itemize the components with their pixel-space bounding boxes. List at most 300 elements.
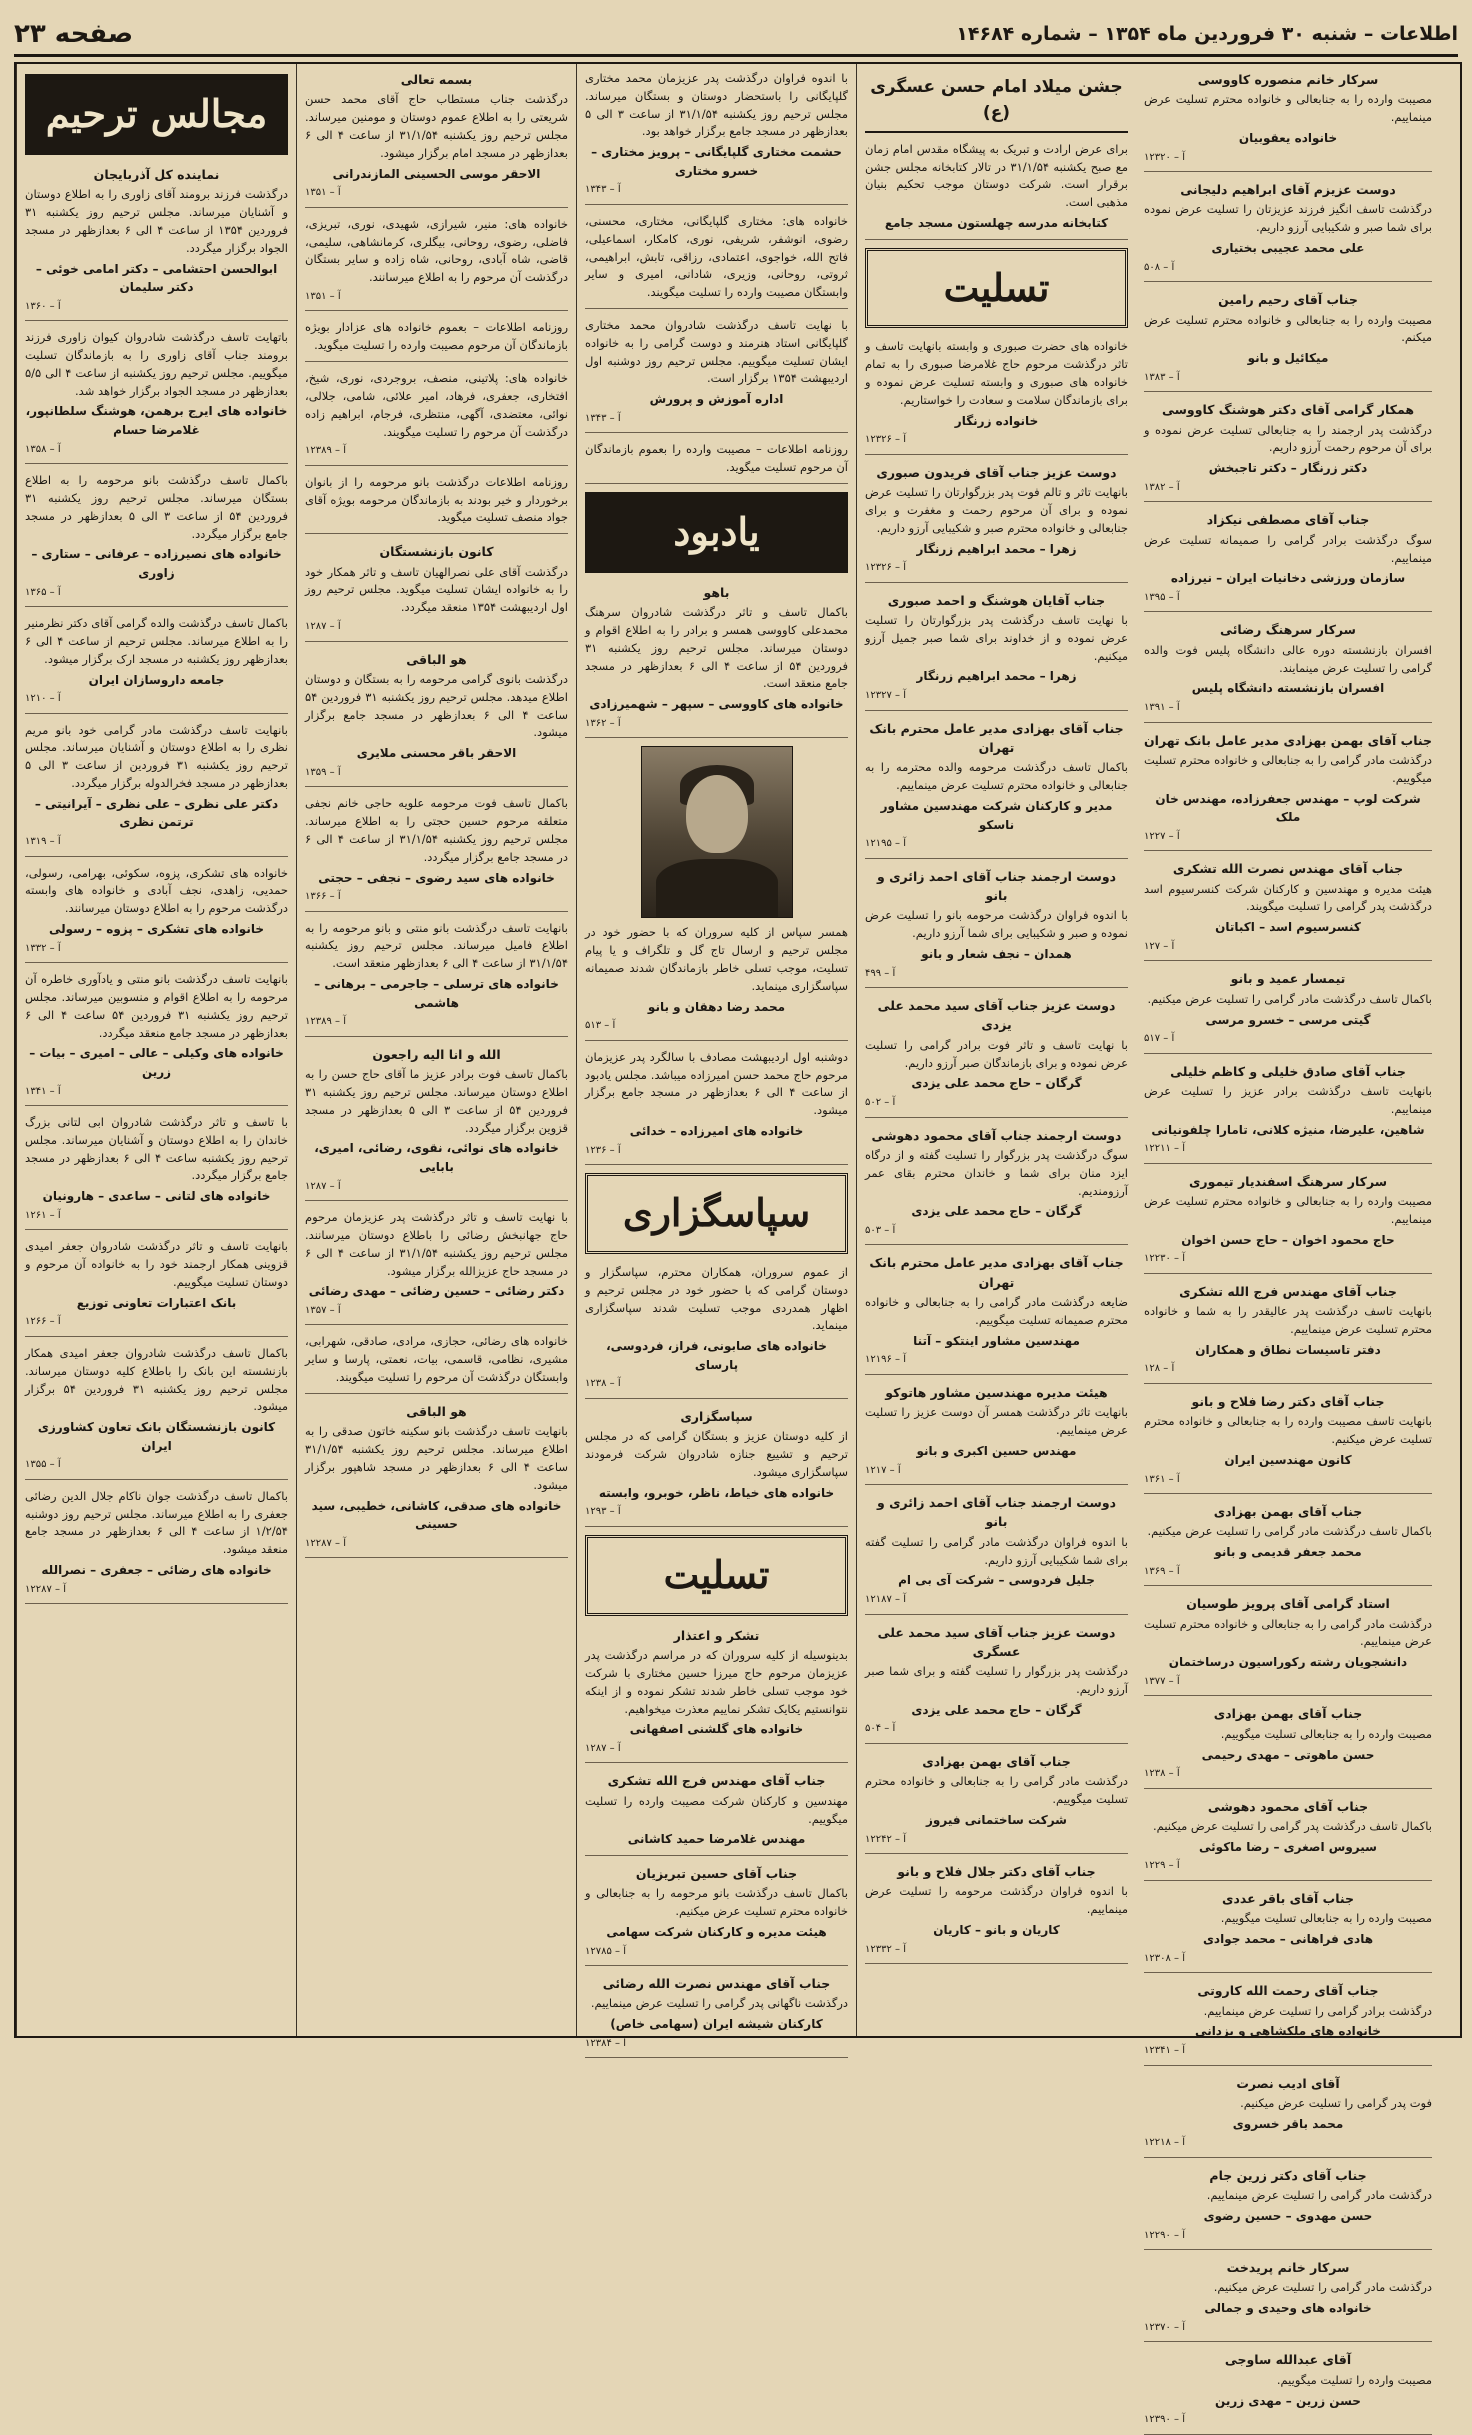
notice-body: درگذشت آقای علی نصرالهیان تاسف و تاثر همکار خود را به خانواده ایشان تسلیت میگوید. مجلس ترحیم روز اول اردیبهشت ۱۳۵۴ منعقد میگردد. [305, 564, 568, 615]
notice-signature: مدیر و کارکنان شرکت مهندسین مشاور ناسکو [880, 798, 1113, 832]
notice [1144, 180, 1432, 282]
notice-body: بانهایت تاسف درگذشت مادر گرامی خود بانو مریم نظری را به اطلاع دوستان و آشنایان میرساند. مجلس ترحیم روز یکشنبه ۳۱ فروردین از ساعت ۳ الی ۵ بعدازظهر در مسجد فخرالدوله برگزار میگردد. [25, 722, 288, 791]
notice [1144, 2074, 1432, 2158]
notice-body: باکمال تاسف درگذشت شادروان جعفر امیدی همکار بازنشسته این بانک را باطلاع کلیه دوستان میرساند. مجلس ترحیم روز یکشنبه ۳۱ فروردین ۵۴ برگزار میشود. [25, 1345, 289, 1414]
notice-title: جناب آقای بهمن بهزادی [1213, 1706, 1363, 1722]
notice-code: آ – ۱۲۱۸۷ [865, 1594, 906, 1606]
notice-code: آ – ۱۲۶۱ [25, 1209, 61, 1221]
jashn-notice [865, 141, 1128, 240]
notice-title: باهو [703, 584, 730, 600]
notice [1144, 1594, 1432, 1696]
notice [865, 719, 1128, 859]
notice [305, 1333, 568, 1393]
notice-code: آ – ۵۱۳ [585, 1020, 616, 1032]
banner-majales-tarhim: مجالس ترحیم [25, 74, 288, 155]
notice-signature: میکائیل و بانو [1247, 351, 1329, 366]
notice [305, 542, 568, 641]
notice-body: با نهایت تاسف و تاثر درگذشت پدر عزیزمان مرحوم حاج جهانبخش رضائی را باطلاع دوستان میرسانند. مجلس ترحیم روز یکشنبه ۳۱/۱/۵۴ از ساعت ۴ الی ۶ در مسجد حاج عزیزالله برگزار میشود. [305, 1210, 568, 1278]
notice [585, 213, 848, 309]
notice [585, 1049, 848, 1165]
notice-body: با نهایت تاسف درگذشت پدر بزرگوارتان را تسلیت عرض نموده و از خداوند برای شما صبر جمیل آرزو میکنیم. [865, 613, 1128, 663]
notice [1144, 731, 1432, 852]
notice [305, 1209, 568, 1325]
notice-body: خانواده های رضائی، حجازی، مرادی، صادقی، شهرابی، مشیری، نظامی، قاسمی، بیات، نعمتی، پارسا و سایر وابستگان درگذشت آن مرحوم را تسلیت میگویند. [305, 1334, 568, 1385]
notice-code: آ – ۱۲۹۳ [585, 1506, 621, 1518]
notice-code: آ – ۱۲۳۸۹ [305, 445, 346, 457]
notice-signature: شرکت لوپ – مهندس جعفرزاده، مهندس خان ملک [1155, 791, 1421, 825]
notice-signature: حسن ماهوتی – مهدی رحیمی [1201, 1747, 1375, 1762]
notice-signature: الاحقر موسی الحسینی المازندرانی [332, 166, 541, 181]
notice-body: درگذشت تاسف انگیز فرزند عزیزتان را تسلیت عرض نموده برای شما صبر و شکیبایی آرزو داریم. [1144, 202, 1432, 235]
notice-code: آ – ۱۲۳۰۸ [1144, 1952, 1185, 1964]
notice-body: روزنامه اطلاعات درگذشت بانو مرحومه را از بانوان برخوردار و خیر بودند به بازماندگان مرحومه بویژه آقای جواد منصف تسلیت میگوید. [305, 474, 568, 525]
notice-body: باکمال تاسف درگذشت مادر گرامی را تسلیت عرض میکنیم. [1147, 1524, 1432, 1539]
notice-body: باکمال تاسف درگذشت پدر گرامی را تسلیت عرض میکنیم. [1153, 1819, 1432, 1834]
notice-code: آ – ۱۲۲۸۷ [305, 1537, 346, 1549]
notice [585, 1974, 848, 2058]
notice-title: جناب آقای دکتر رضا فلاح و بانو [1191, 1393, 1385, 1409]
notice-code: آ – ۱۳۶۹ [1144, 1565, 1180, 1577]
notice-title: جناب آقای بهمن بهزادی [922, 1753, 1071, 1769]
notice-signature: حشمت مختاری گلپایگانی – پرویز مختاری – خسرو مختاری [591, 145, 842, 178]
notice-body: بانهایت تاسف درگذشت بانو منتی و یادآوری خاطره آن مرحومه را به اطلاع اقوام و منسوبین میرساند. مجلس ترحیم روز یکشنبه ۳۱ فروردین ۵۴ ساعت ۴ الی ۶ بعدازظهر در مسجد جامع منعقد میگردد. [25, 972, 288, 1040]
notice-title: کانون بازنشستگان [379, 544, 494, 560]
column-5 [1136, 64, 1440, 2426]
notice [1144, 1981, 1432, 2065]
notice-title: جناب آقای محمود دهوشی [1207, 1798, 1369, 1814]
notice-body: روزنامه اطلاعات – بعموم خانواده های عزادار بویژه بازماندگان آن مرحوم مصیبت وارده را تسلیت میگوید. [305, 320, 568, 353]
portrait-photo [641, 746, 793, 918]
notice-body: درگذشت برادر گرامی را تسلیت عرض مینماییم. [1203, 2003, 1432, 2018]
notice-signature: حاج محمود اخوان – حاج حسن اخوان [1181, 1232, 1395, 1247]
notice-body: از کلیه دوستان عزیز و بستگان گرامی که در مجلس ترحیم و تشییع جنازه شادروان شرکت فرمودند سپاسگزاری میشود. [585, 1429, 848, 1479]
notice-body: درگذشت فرزند برومند آقای زاوری را به اطلاع دوستان و آشنایان میرساند. مجلس ترحیم روز یکشنبه ۳۱ فروردین ۱۳۵۴ از ساعت ۴ الی ۶ بعدازظهر در مسجد الجواد برگزار میگردد. [25, 187, 288, 255]
notice-signature: خانواده های تشکری – پزوه – رسولی [49, 921, 264, 936]
portrait-face [686, 775, 748, 853]
column-4 [856, 64, 1136, 2036]
notice-signature: مهندس حسین اکبری و بانو [916, 1443, 1077, 1458]
notice-title: بسمه تعالی [400, 72, 473, 87]
notice-signature: خانواده های نصیرزاده – عرفانی – ستاری – زاوری [31, 547, 282, 580]
notice-signature: دکتر زرنگار – دکتر تاجبخش [1208, 461, 1368, 476]
notice-signature: دفتر تاسیسات نطاق و همکاران [1195, 1342, 1381, 1357]
notice-code: آ – ۱۳۴۱ [25, 1085, 61, 1097]
notice-title: جناب آقای بهزادی مدیر عامل محترم بانک تهران [869, 1255, 1124, 1290]
notice-title: جناب آقای مهندس فرج الله تشکری [1179, 1283, 1397, 1299]
notice [1144, 1889, 1432, 1973]
notice-signature: خانواده های گلشنی اصفهانی [629, 1722, 804, 1737]
notice-signature: الاحقر باقر محسنی ملایری [356, 746, 517, 761]
notice [1144, 400, 1432, 502]
notice-title: الله و انا الیه راجعون [372, 1046, 501, 1062]
notice-code: آ – ۱۲۲۱۸ [1144, 2137, 1185, 2149]
newspaper-columns [14, 62, 1462, 2426]
notice [25, 865, 288, 964]
notice-code: آ – ۱۲۳۹۰ [1144, 2414, 1185, 2426]
notice-code: آ – ۴۹۹ [865, 967, 896, 979]
notice-title: دوست ارجمند جناب آقای احمد زائری و بانو [876, 1495, 1117, 1530]
notice [305, 650, 568, 788]
notice [1144, 620, 1432, 722]
notice-code: آ – ۱۳۵۱ [305, 290, 341, 302]
notice-code: آ – ۱۳۶۶ [305, 891, 341, 903]
notice [305, 795, 568, 911]
notice-title: جناب آقای مهندس نصرت الله تشکری [1172, 861, 1404, 877]
notice-body: باکمال تاسف درگذشت جوان ناکام جلال الدین رضائی جعفری را به اطلاع میرساند. مجلس ترحیم روز دوشنبه ۱/۲/۵۴ از ساعت ۴ الی ۶ بعدازظهر در مسجد جامع منعقد میشود. [25, 1488, 288, 1557]
notice [1144, 969, 1432, 1053]
notice [585, 924, 848, 1040]
notice-title: سرکار سرهنگ اسفندیار تیموری [1188, 1173, 1388, 1189]
portrait-suit [656, 859, 778, 917]
notice-body: بدینوسیله از کلیه سروران که در مراسم درگذشت پدر عزیزمان مرحوم حاج میرزا حسین مختاری با شرکت خود موجب تسلی خاطر شدند تشکر نموده و از اینکه نتوانستیم یکایک تشکر نماییم معذرت میخواهیم. [585, 1648, 848, 1716]
notice [1144, 1704, 1432, 1788]
notice-signature: کانون بازنشستگان بانک تعاون کشاورزی ایران [37, 1420, 276, 1453]
notice [585, 583, 848, 739]
notice-title: هو الباقی [406, 651, 467, 667]
notice [1144, 1062, 1432, 1164]
notice [1144, 290, 1432, 392]
notice-body: باکمال تاسف درگذشت بانو مرحومه را به اطلاع بستگان میرساند. مجلس ترحیم روز یکشنبه ۳۱ فروردین ۵۴ از ساعت ۳ الی ۵ بعدازظهر در مسجد جامع برگزار میگردد. [25, 473, 288, 541]
notice-body: درگذشت مادر گرامی را تسلیت عرض میکنیم. [1213, 2280, 1432, 2295]
notice [865, 1623, 1128, 1744]
notice-title: هو الباقی [406, 1403, 467, 1419]
notice-code: آ – ۱۲۷ [1144, 940, 1175, 952]
notice [25, 165, 288, 321]
notice-title: جناب آقای بهمن بهزادی مدیر عامل بانک تهران [1143, 732, 1432, 748]
notice-title: جناب آقای مصطفی نیکزاد [1206, 512, 1370, 528]
notice [585, 70, 848, 205]
notice-code: آ – ۱۳۹۵ [1144, 591, 1180, 603]
notice [1144, 70, 1432, 172]
notice [865, 591, 1128, 711]
notice-body: باکمال تاسف درگذشت بانو مرحومه را به جنابعالی و خانواده محترم تسلیت عرض میکنیم. [585, 1886, 848, 1919]
notice-body: خانواده های تشکری، پزوه، سکوئی، بهرامی، رسولی، حمدیی، زاهدی، نجف آبادی و خانواده های وابسته درگذشت مرحوم را به اطلاع دوستان میرسانند. [25, 865, 288, 916]
notice-title: آقای ادیب نصرت [1236, 2075, 1340, 2091]
column-1 [16, 64, 296, 2036]
notice [865, 1752, 1128, 1854]
banner-tasliat-1: تسلیت [865, 248, 1128, 329]
notice-body: باکمال تاسف فوت مرحومه علویه حاجی خانم نجفی متعلقه مرحوم حسین حجتی را به اطلاع میرساند. مجلس ترحیم روز یکشنبه ۳۱/۱/۵۴ از ساعت ۴ الی ۶ در مسجد جامع برگزار میگردد. [305, 796, 568, 864]
notice-signature: جلیل فردوسی – شرکت آی بی ام [898, 1573, 1095, 1588]
notice-signature: خانواده های کاووسی – سپهر – شهمیرزادی [589, 697, 844, 712]
notice-signature: دکتر علی نظری – علی نظری – آیرانیتی – ترتمن نظری [34, 796, 279, 830]
notice-body: از عموم سروران، همکاران محترم، سپاسگزار و دوستان گرامی که با حضور خود در مجلس ترحیم و اظهار همدردی موجب تسلیت شدند سپاسگزاری مینماید. [585, 1264, 848, 1333]
notice-signature: خانواده های صابونی، فراز، فردوسی، پارسای [606, 1339, 827, 1372]
notice-title: دوست عزیزم آقای ابراهیم دلیجانی [1180, 182, 1396, 198]
notice-signature: زهرا – محمد ابراهیم زرنگار [916, 669, 1077, 684]
notice-title: همکار گرامی آقای دکتر هوشنگ کاووسی [1161, 402, 1414, 418]
notice-title: جناب آقای بهمن بهزادی [1213, 1504, 1363, 1519]
notice-signature: همدان – نجف شعار و بانو [921, 947, 1072, 962]
notice-signature: خانواده های امیرزاده – خدائی [629, 1123, 804, 1138]
notice-code: آ – ۱۳۵۱ [305, 187, 341, 199]
notice-signature: کنسرسیوم اسد – اکباتان [1215, 920, 1361, 935]
notice [305, 1045, 568, 1201]
notice-code: آ – ۱۲۲۹۰ [1144, 2229, 1185, 2241]
notice [1144, 1172, 1432, 1274]
notice-body: خانواده های: پلاتینی، منصف، بروجردی، نوری، شیخ، افتخاری، جعفری، فرهاد، امیر علائی، شامی، جلالی، نوائی، معتضدی، آگهی، منتظری، فرجام، ابراهیم زاده درگذشت آن مرحوم را تسلیت میگویند. [305, 371, 568, 439]
notice [585, 317, 848, 433]
notice [25, 472, 288, 607]
notice-code: آ – ۱۲۸۷ [585, 1742, 621, 1754]
notice-body: بانهایت تاسف درگذشت بانو منتی و بانو مرحومه را به اطلاع فامیل میرساند. مجلس ترحیم روز یکشنبه ۳۱/۱/۵۴ از ساعت ۴ الی ۶ بعدازظهر منعقد است. [305, 920, 568, 971]
banner-sepasgozari: سپاسگزاری [585, 1173, 848, 1254]
notice-signature: محمد جعفر قدیمی و بانو [1214, 1545, 1362, 1560]
notice-body: خانواده های: منیر، شیرازی، شهیدی، نوری، تبریزی، فاضلی، رضوی، روحانی، بیگلری، کرمانشاهی، سلیمی، قاضی، شاه آبادی، روحانی، شاه زاده و سایر بستگان درگذشت آن مرحوم را به اطلاع میرسانند. [305, 216, 568, 285]
notice-body: درگذشت پدر بزرگوار را تسلیت گفته و برای شما صبر آرزو داریم. [865, 1664, 1128, 1697]
notice-code: آ – ۵۰۳ [865, 1224, 896, 1236]
notice-signature: شاهین، علیرضا، منیژه کلانی، تامارا چلفونیانی [1151, 1122, 1425, 1137]
notice-body: درگذشت ناگهانی پدر گرامی را تسلیت عرض مینماییم. [590, 1996, 848, 2011]
notice [585, 441, 848, 484]
notice-title: سرکار سرهنگ رضائی [1220, 622, 1356, 638]
notice-code: آ – ۱۳۳۲ [25, 942, 61, 954]
notice-signature: خانواده های ترسلی – جاجرمی – برهانی – هاشمی [314, 977, 559, 1010]
notice-signature: سیروس اصغری – رضا ماکوئی [1199, 1839, 1377, 1854]
notice-body: با اندوه فراوان درگذشت پدر عزیزمان محمد مختاری گلپایگانی را باستحضار دوستان و بستگان میرساند. مجلس ترحیم روز یکشنبه ۳۱/۱/۵۴ از ساعت ۳ الی ۵ بعدازظهر در مسجد جامع برگزار خواهد بود. [585, 71, 848, 139]
notice-body: مصیبت وارده را به جنابعالی تسلیت میگوییم. [1220, 1726, 1432, 1741]
notice-signature: کاریان و بانو – کاریان [933, 1923, 1060, 1938]
notice-signature: محمد باقر خسروی [1232, 2116, 1344, 2131]
notice-signature: کانون مهندسین ایران [1224, 1452, 1352, 1467]
notice-title: جناب آقای حسین تبریزیان [635, 1866, 798, 1882]
notice-signature: خانواده یعقوبیان [1238, 131, 1338, 145]
notice-body: بانهایت تاسف مصیبت وارده را به جنابعالی و خانواده محترم تسلیت عرض میکنیم. [1144, 1414, 1432, 1447]
notice-body: باکمال تاسف فوت برادر عزیز ما آقای حاج حسن را به اطلاع دوستان میرساند. مجلس ترحیم روز یکشنبه ۳۱ فروردین ۵۴ از ساعت ۳ الی ۵ بعدازظهر در مسجد قزوین برگزار میگردد. [305, 1067, 568, 1135]
notice-title: سرکار خانم پریدخت [1226, 2260, 1350, 2276]
notice-body: با اندوه فراوان درگذشت مرحومه بانو را تسلیت عرض نموده و صبر و شکیبایی برای شما آرزو داریم. [865, 908, 1128, 941]
banner-tasliat-2: تسلیت [585, 1535, 848, 1616]
notice-body: سوگ درگذشت پدر بزرگوار را تسلیت گفته و از درگاه ایزد منان برای شما و خاندان محترم بقای عمر آرزومندیم. [865, 1147, 1128, 1198]
notice-body: با اندوه فراوان درگذشت مادر گرامی را تسلیت گفته برای شما شکیبایی آرزو داریم. [865, 1534, 1128, 1567]
notice [1144, 859, 1432, 961]
notice [585, 1407, 848, 1527]
page-number: صفحه ۲۳ [14, 19, 134, 49]
notice-code: آ – ۱۲۳۷۰ [1144, 2321, 1185, 2333]
notice-code: آ – ۱۲۸۷ [305, 1180, 341, 1192]
notice-code: آ – ۱۳۴۳ [585, 412, 621, 424]
notice-body: باتهایت تاسف درگذشت شادروان کیوان زاوری فرزند برومند جناب آقای زاوری را به بازماندگان تسلیت میگوییم. مجلس ترحیم روز یکشنبه از ساعت ۴ الی ۵/۵ بعدازظهر در مسجد الجواد برگزار خواهد شد. [25, 330, 288, 398]
notice-code: آ – ۱۲۳۲۰ [1144, 151, 1185, 163]
notice-body: با اندوه فراوان درگذشت مرحومه را تسلیت عرض مینماییم. [865, 1884, 1128, 1917]
jashn-heading: جشن میلاد امام حسن عسگری (ع) [865, 74, 1128, 133]
notice-body: مهندسین و کارکنان شرکت مصیبت وارده را تسلیت میگوییم. [585, 1793, 848, 1826]
notice-code: آ – ۱۳۴۳ [585, 184, 621, 196]
notice-signature: بانک اعتبارات تعاونی توزیع [76, 1295, 237, 1310]
notice-body: مصیبت وارده را به جنابعالی و خانواده محترم تسلیت عرض مینماییم. [1144, 92, 1432, 125]
notice-code: آ – ۱۲۳۸۹ [305, 1016, 346, 1028]
notice-title: جناب آقای رحمت الله کاروتی [1197, 1983, 1379, 1999]
notice-title: جناب آقای باقر عددی [1221, 1890, 1355, 1906]
notice [865, 867, 1128, 988]
notice-code: آ – ۱۲۳۲۷ [865, 690, 906, 702]
notice-code: آ – ۵۱۷ [1144, 1033, 1175, 1045]
notice-body: باکمال تاسف درگذشت والده گرامی آقای دکتر نظرمنیر را به اطلاع میرساند. مجلس ترحیم از ساعت ۴ الی ۶ بعدازظهر روز یکشنبه در مسجد ارک برگزار میشود. [25, 616, 288, 666]
notice [1144, 2258, 1432, 2342]
notice-body: دوشنبه اول اردیبهشت مصادف با سالگرد پدر عزیزمان مرحوم حاج محمد حسن امیرزاده میباشد. مجلس یادبود از ساعت ۴ الی ۶ بعدازظهر در مسجد جامع برگزار میشود. [585, 1049, 848, 1118]
notice-code: آ – ۵۰۴ [865, 1723, 896, 1735]
notice-title: سپاسگزاری [680, 1408, 753, 1424]
notice-signature: علی محمد عجیبی بختیاری [1211, 241, 1365, 256]
notice-code: آ – ۱۲۸ [1144, 1363, 1175, 1375]
notice-title: هیئت مدیره مهندسین مشاور هاتوکو [885, 1384, 1108, 1400]
notice-signature: خانواده های رضائی – جعفری – نصرالله [41, 1563, 272, 1578]
notice [1144, 1502, 1432, 1586]
notice-body: مصیبت وارده را تسلیت میگوییم. [1276, 2372, 1432, 2387]
notice-body: بانهایت تاسف درگذشت پدر عالیقدر را به شما و خانواده محترم تسلیت عرض مینماییم. [1144, 1304, 1432, 1336]
notice [25, 329, 288, 464]
notice-code: آ – ۱۲۶۶ [25, 1316, 61, 1328]
notice-signature: دکتر رضائی – حسین رضائی – مهدی رضائی [308, 1284, 565, 1299]
notice-signature: خانواده های نوائی، نقوی، رضائی، امیری، بابایی [314, 1141, 559, 1174]
notice-body: با نهایت تاسف و تاثر فوت برادر گرامی را تسلیت عرض نموده و برای بازماندگان صبر آرزو داریم. [865, 1037, 1128, 1070]
notice-body: با تاسف و تاثر درگذشت شادروان ابی لتانی بزرگ خاندان را به اطلاع دوستان و آشنایان میرساند. مجلس ترحیم روز یکشنبه ساعت ۴ الی ۶ بعدازظهر در مسجد جامع برگزار میگردد. [25, 1115, 288, 1183]
notice-signature: شرکت ساختمانی فیروز [926, 1812, 1067, 1827]
notice-body: باکمال تاسف درگذشت مرحومه والده محترمه را به جنابعالی و خانواده محترم تسلیت عرض مینماییم. [865, 760, 1128, 793]
notice-title: جناب آقای رحیم رامین [1218, 292, 1358, 308]
notice-code: آ – ۱۲۳۶ [585, 1144, 621, 1156]
notice-code: آ – ۱۳۱۹ [25, 836, 61, 848]
notice-title: جناب آقای دکتر زرین جام [1209, 2167, 1367, 2183]
notice [865, 1253, 1128, 1374]
notice-body: بانهایت تاسف و تاثر درگذشت شادروان جعفر امیدی قزوینی همکار ارجمند خود را به خانواده آن مرحوم و دوستان تسلیت میگوییم. [25, 1239, 288, 1289]
notice-signature: کارکنان شیشه ایران (سهامی خاص) [610, 2017, 823, 2032]
notice-body: خانواده های: مختاری گلپایگانی، مختاری، محسنی، رضوی، انوشفر، شریفی، نوری، کامکار، اسماعیلی، فاتح الله، خواجوی، اعتمادی، رزاقی، تابش، ابراهیمی، ثروتی، روحانی، وزیری، شادانی، امیری و سایر وابستگان مصیبت وارده را تسلیت میگویند. [585, 213, 848, 300]
notice-title: جناب آقای مهندس نصرت الله رضائی [602, 1976, 831, 1992]
notice-body: با نهایت تاسف درگذشت شادروان محمد مختاری گلپایگانی استاد هنرمند و دوست گرامی را به خانواده ایشان تسلیت میگوییم. مجلس ترحیم روز دوشنبه اول اردیبهشت ۱۳۵۴ برگزار است. [585, 318, 848, 386]
notice-signature: اداره آموزش و پرورش [649, 392, 784, 407]
notice-code: آ – ۱۳۷۷ [1144, 1675, 1180, 1687]
notice-code: آ – ۱۲۸۷ [305, 621, 341, 633]
notice [1144, 2350, 1432, 2434]
notice-signature: گرگان – حاج محمد علی یزدی [911, 1702, 1082, 1717]
notice-code: آ – ۱۲۲۸۷ [25, 1583, 66, 1595]
notice-title: دوست ارجمند جناب آقای احمد زائری و بانو [876, 868, 1117, 904]
notice-signature: خانواده های ایرج برهمن، هوشنگ سلطانپور، غلامرضا حسام [25, 404, 288, 438]
notice [865, 463, 1128, 583]
notice-code: آ – ۱۲۱۰ [25, 693, 61, 705]
notice-title: جناب آقایان هوشنگ و احمد صبوری [887, 592, 1106, 608]
notice-signature: هادی فراهانی – محمد جوادی [1202, 1932, 1374, 1947]
notice [1144, 1392, 1432, 1494]
notice-code: آ – ۱۳۶۰ [25, 300, 61, 312]
notice [865, 1126, 1128, 1246]
notice-code: آ – ۱۳۵۷ [305, 1304, 341, 1316]
notice-code: آ – ۱۳۹۱ [1144, 702, 1180, 714]
notice-body: بانهایت تاسف درگذشت بانو سکینه خاتون صدقی را به اطلاع میرساند. مجلس ترحیم روز یکشنبه ۳۱/۱/۵۴ ساعت ۴ الی ۶ بعدازظهر در مسجد شاهپور برگزار میشود. [305, 1424, 568, 1492]
notice-signature: خانواده های وحیدی و جمالی [1204, 2301, 1372, 2316]
notice-title: دوست ارجمند جناب آقای محمود دهوشی [871, 1127, 1122, 1143]
notice-body: درگذشت پدر ارجمند را به جنابعالی تسلیت عرض نموده و برای آن مرحوم رحمت آرزو داریم. [1144, 422, 1432, 455]
notice-signature: افسران بازنشسته دانشگاه پلیس [1191, 681, 1385, 696]
notice-code: آ – ۱۳۶۱ [1144, 1473, 1180, 1485]
notice [25, 615, 288, 714]
notice-code: آ – ۱۲۳۸۴ [585, 2037, 626, 2049]
notice-code: آ – ۱۲۱۹۶ [865, 1354, 906, 1366]
notice-signature: حسن مهدوی – حسین رضوی [1203, 2208, 1373, 2223]
notice-title: جناب آقای بهزادی مدیر عامل محترم بانک تهران [869, 720, 1124, 755]
notice-code: آ – ۱۲۳۸ [585, 1378, 621, 1390]
notice-title: استاد گرامی آقای پرویز طوسیان [1186, 1596, 1390, 1612]
notice-body: مصیبت وارده را به جنابعالی و خانواده محترم تسلیت عرض میکنم. [1144, 312, 1432, 345]
notice-body: درگذشت بانوی گرامی مرحومه را به بستگان و دوستان اطلاع میدهد. مجلس ترحیم روز یکشنبه ۳۱ فروردین ۵۴ ساعت ۴ الی ۶ بعدازظهر در مسجد جامع برگزار میشود. [305, 671, 568, 740]
notice-body: مصیبت وارده را به جنابعالی و خانواده محترم تسلیت عرض مینماییم. [1144, 1194, 1432, 1226]
notice-body: درگذشت جناب مستطاب حاج آقای محمد حسن شریعتی را به اطلاع عموم دوستان و مومنین میرساند. مجلس ترحیم روز یکشنبه ۳۱/۱/۵۴ از ساعت ۴ الی ۶ بعدازظهر در مسجد امام برگزار میشود. [305, 92, 568, 160]
notice-body: سوگ درگذشت برادر گرامی را صمیمانه تسلیت عرض مینماییم. [1144, 532, 1432, 565]
notice [25, 1238, 288, 1337]
notice-signature: گیتی مرسی – خسرو مرسی [1205, 1012, 1371, 1027]
notice-signature: خانواده های خیاط، ناظر، خوبرو، وابسته [598, 1485, 835, 1500]
notice-signature: زهرا – محمد ابراهیم زرنگار [916, 541, 1077, 556]
notice-signature: خانواده های سید رضوی – نجفی – حجتی [318, 870, 555, 885]
notice-body: خانواده های حضرت صبوری و وابسته بانهایت تاسف و تاثر درگذشت مرحوم حاج غلامرضا صبوری را به تمام خانواده های صبوری و وابسته تسلیت عرض نموده و برای بازماندگان سلامت و سعادت را خواستاریم. [865, 339, 1128, 407]
notice [585, 1264, 848, 1399]
notice-title: دوست عزیز جناب آقای سید محمد علی عسگری [877, 1624, 1116, 1659]
notice-code: آ – ۱۲۱۹۵ [865, 838, 906, 850]
notice-signature: سازمان ورزشی دخانیات ایران – نیرزاده [1170, 571, 1406, 586]
notice-title: تشکر و اعتذار [673, 1627, 760, 1643]
notice-signature: محمد رضا دهقان و بانو [647, 999, 786, 1014]
notice-body: باکمال تاسف درگذشت مادر گرامی را تسلیت عرض میکنیم. [1147, 991, 1432, 1006]
notice-code: آ – ۱۲۳۲۶ [865, 562, 906, 574]
notice [585, 1771, 848, 1856]
notice-code: آ – ۱۲۲۱۱ [1144, 1143, 1185, 1155]
notice-code: آ – ۱۳۵۹ [305, 766, 341, 778]
notice-code: آ – ۱۳۵۸ [25, 443, 61, 455]
notice [305, 319, 568, 362]
notice-signature: خانواده زرنگار [954, 413, 1039, 428]
notice [25, 1488, 288, 1604]
banner-yadbud: یادبود [585, 492, 848, 573]
notice-code: آ – ۱۳۸۲ [1144, 481, 1180, 493]
notice [305, 920, 568, 1037]
notice-title: سرکار خانم منصوره کاووسی [1197, 72, 1379, 87]
notice [865, 1493, 1128, 1614]
notice-code: آ – ۱۲۳۲۶ [865, 434, 906, 446]
notice-code: آ – ۱۳۶۲ [585, 717, 621, 729]
notice-code: آ – ۵۰۸ [1144, 261, 1175, 273]
masthead: اطلاعات – شنبه ۳۰ فروردین ماه ۱۳۵۴ – شماره ۱۴۶۸۴ [956, 23, 1458, 45]
notice-body: افسران بازنشسته دوره عالی دانشگاه پلیس فوت والده گرامی را تسلیت عرض مینمایند. [1144, 642, 1432, 675]
notice-signature: خانواده های صدقی، کاشانی، خطیبی، سید حسینی [311, 1498, 562, 1532]
notice-body: درگذشت مادر گرامی را تسلیت عرض مینماییم. [1206, 2188, 1432, 2203]
notice-code: آ – ۱۲۲۴۲ [865, 1833, 906, 1845]
notice [865, 338, 1128, 454]
notice-code: آ – ۱۲۳۴۱ [1144, 2045, 1185, 2056]
notice-signature: خانواده های وکیلی – عالی – امیری – بیات – زرین [29, 1046, 284, 1079]
notice-body: بانهایت تاثر و تالم فوت پدر بزرگوارتان را تسلیت عرض نموده و برای آن مرحوم رحمت و مغفرت و برای جنابعالی و خانواده محترم صبر و شکیبایی آرزو داریم. [865, 485, 1128, 535]
notice-code: آ – ۱۲۲۹ [1144, 1860, 1180, 1872]
notice-body: بانهایت تاثر درگذشت همسر آن دوست عزیز را تسلیت عرض مینماییم. [865, 1405, 1128, 1438]
page-header [14, 14, 1458, 57]
notice-body: مصیبت وارده را به جنابعالی تسلیت میگوییم. [1220, 1911, 1432, 1926]
notice [305, 216, 568, 312]
notice-code: آ – ۱۲۳۳۲ [865, 1943, 906, 1955]
notice-body: فوت پدر گرامی را تسلیت عرض میکنیم. [1240, 2095, 1432, 2110]
notice [1144, 1282, 1432, 1384]
notice [865, 1383, 1128, 1485]
notice [305, 1402, 568, 1558]
notice [25, 1114, 288, 1230]
notice-code: آ – ۱۲۳۸ [1144, 1768, 1180, 1780]
notice-signature: گرگان – حاج محمد علی یزدی [911, 1204, 1082, 1219]
notice [25, 722, 288, 857]
notice [1144, 510, 1432, 612]
notice-code: آ – ۱۲۱۷ [865, 1464, 901, 1476]
notice-signature: ابوالحسن احتشامی – دکتر امامی خوئی – دکتر سلیمان [35, 261, 278, 295]
notice-title: دوست عزیز جناب آقای فریدون صبوری [876, 464, 1117, 480]
notice-signature: هیئت مدیره و کارکنان شرکت سهامی [606, 1925, 827, 1940]
